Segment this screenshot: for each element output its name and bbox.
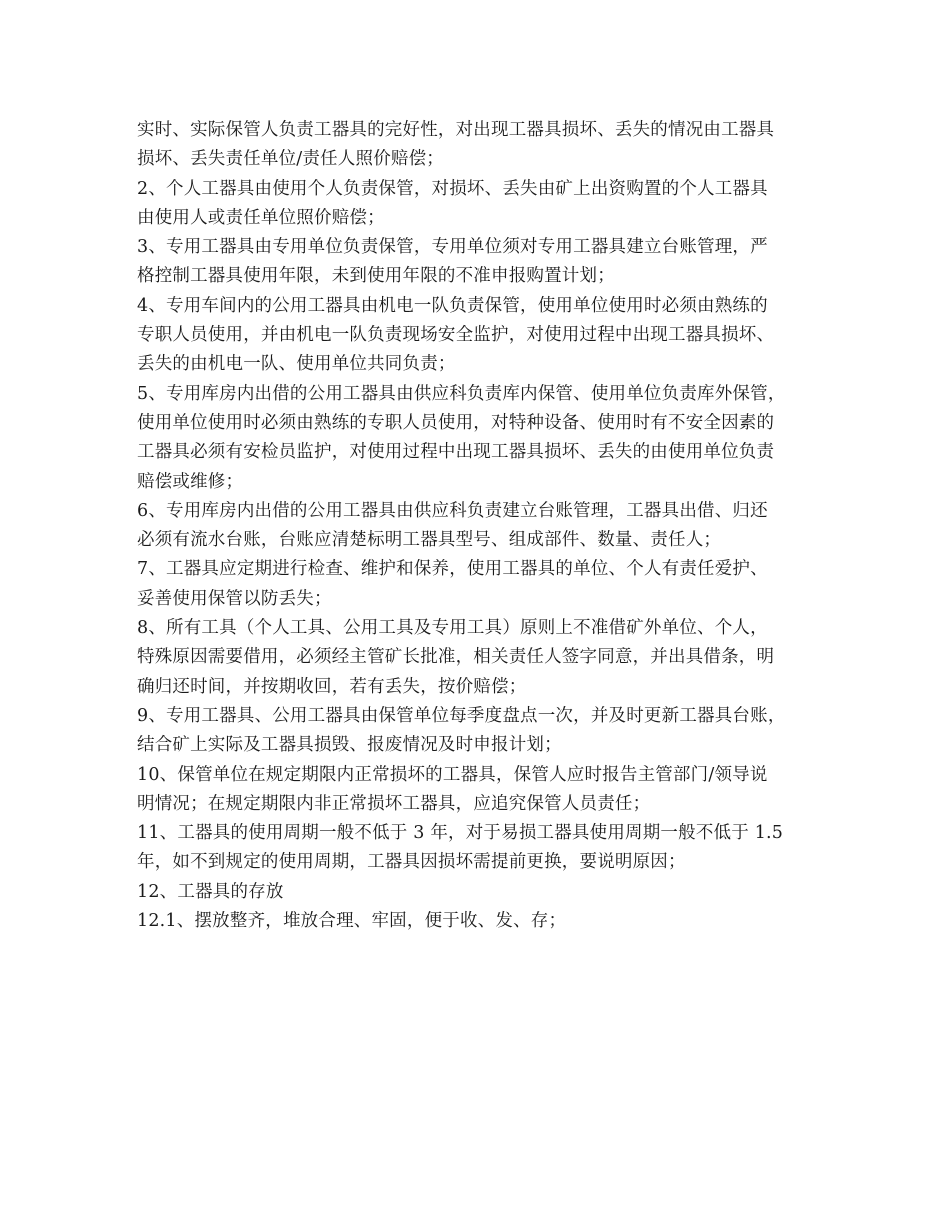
- text-line: 专职人员使用，并由机电一队负责现场安全监护，对使用过程中出现工器具损坏、: [137, 325, 775, 346]
- text-line: 8、所有工具（个人工具、公用工具及专用工具）原则上不准借矿外单位、个人，: [137, 618, 768, 639]
- text-line: 赔偿或维修；: [137, 471, 244, 492]
- text-line: 9、专用工器具、公用工器具由保管单位每季度盘点一次，并及时更新工器具台账，: [137, 705, 786, 726]
- text-line: 确归还时间，并按期收回，若有丢失，按价赔偿；: [137, 676, 527, 697]
- text-line: 12、工器具的存放: [137, 881, 284, 902]
- text-line: 必须有流水台账，台账应清楚标明工器具型号、组成部件、数量、责任人；: [137, 530, 722, 551]
- text-line: 由使用人或责任单位照价赔偿；: [137, 207, 385, 228]
- text-line: 5、专用库房内出借的公用工器具由供应科负责库内保管、使用单位负责库外保管，: [137, 383, 786, 404]
- text-line: 丢失的由机电一队、使用单位共同负责；: [137, 354, 456, 375]
- text-line: 11、工器具的使用周期一般不低于 3 年，对于易损工器具使用周期一般不低于 1.5: [137, 823, 784, 844]
- text-line: 结合矿上实际及工器具损毁、报废情况及时申报计划；: [137, 735, 562, 756]
- text-line: 工器具必须有安检员监护，对使用过程中出现工器具损坏、丢失的由使用单位负责: [137, 442, 775, 463]
- text-line: 10、保管单位在规定期限内正常损坏的工器具，保管人应时报告主管部门/领导说: [137, 764, 768, 785]
- text-line: 损坏、丢失责任单位/责任人照价赔偿；: [137, 149, 444, 170]
- text-line: 特殊原因需要借用，必须经主管矿长批准，相关责任人签字同意，并出具借条，明: [137, 647, 775, 668]
- document-body: [137, 116, 837, 936]
- text-line: 12.1、摆放整齐，堆放合理、牢固，便于收、发、存；: [137, 911, 567, 932]
- text-line: 实时、实际保管人负责工器具的完好性，对出现工器具损坏、丢失的情况由工器具: [137, 120, 775, 140]
- text-line: 3、专用工器具由专用单位负责保管，专用单位须对专用工器具建立台账管理，严: [137, 237, 768, 258]
- text-line: 6、专用库房内出借的公用工器具由供应科负责建立台账管理，工器具出借、归还: [137, 500, 768, 521]
- text-line: 年，如不到规定的使用周期，工器具因损坏需提前更换，要说明原因；: [137, 852, 686, 873]
- text-line: 4、专用车间内的公用工器具由机电一队负责保管，使用单位使用时必须由熟练的: [137, 295, 768, 316]
- text-line: 7、工器具应定期进行检查、维护和保养，使用工器具的单位、个人有责任爱护、: [137, 559, 768, 580]
- text-line: 2、个人工器具由使用个人负责保管，对损坏、丢失由矿上出资购置的个人工器具: [137, 178, 768, 199]
- text-line: 明情况；在规定期限内非正常损坏工器具，应追究保管人员责任；: [137, 793, 651, 814]
- text-line: 使用单位使用时必须由熟练的专职人员使用，对特种设备、使用时有不安全因素的: [137, 412, 775, 433]
- text-line: 妥善使用保管以防丢失；: [137, 588, 332, 609]
- text-line: 格控制工器具使用年限，未到使用年限的不准申报购置计划；: [137, 266, 615, 287]
